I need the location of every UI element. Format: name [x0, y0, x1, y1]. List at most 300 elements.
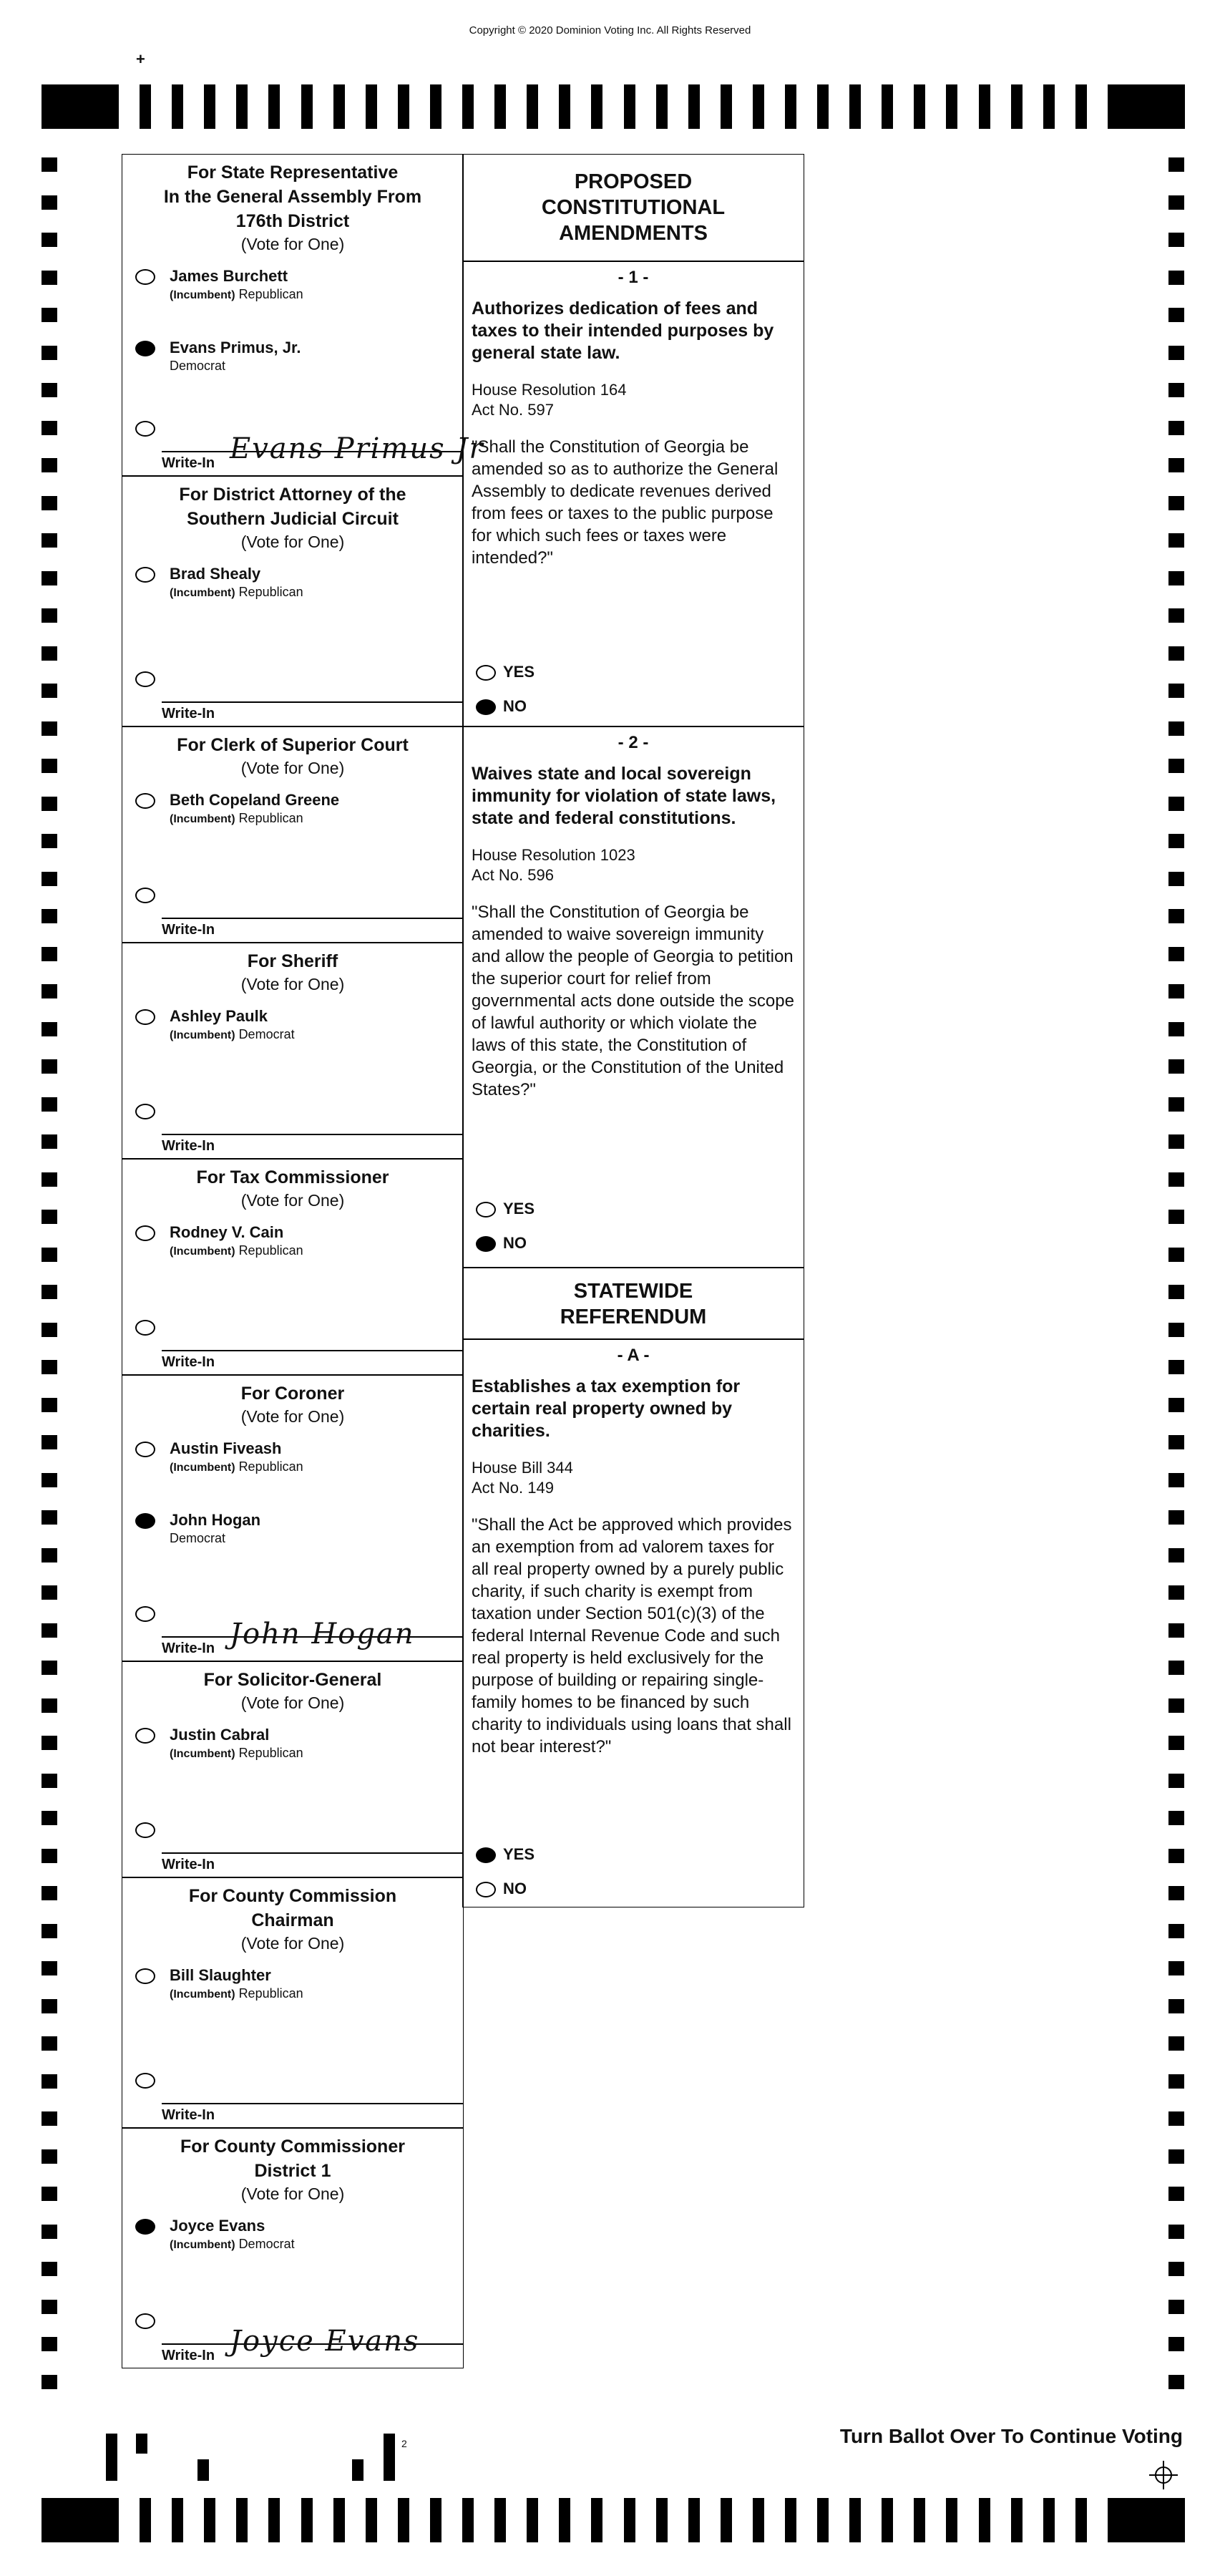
side-timing-mark: [42, 1886, 57, 1900]
side-timing-mark: [42, 1435, 57, 1449]
party-name: Democrat: [170, 359, 226, 373]
side-timing-mark: [1168, 233, 1184, 247]
side-timing-mark: [42, 157, 57, 172]
amendment-reference: House Resolution 1023 Act No. 596: [472, 846, 635, 884]
candidate-party: [170, 1531, 225, 1546]
side-timing-mark: [1168, 1774, 1184, 1788]
timing-bar-mark: [656, 2498, 668, 2542]
side-timing-mark: [1168, 721, 1184, 736]
amendment-reference: House Resolution 164 Act No. 597: [472, 381, 627, 419]
side-timing-mark: [42, 947, 57, 961]
side-timing-mark: [42, 1774, 57, 1788]
side-timing-mark: [1168, 834, 1184, 848]
candidate-oval[interactable]: [135, 269, 155, 285]
incumbent-tag: (Incumbent): [170, 587, 235, 599]
timing-bar-mark: [140, 2498, 151, 2542]
side-timing-mark: [42, 872, 57, 886]
referendum-no-option[interactable]: [476, 1880, 527, 1898]
registration-mark: +: [136, 50, 145, 68]
side-timing-mark: [42, 496, 57, 510]
race-vote-instruction: (Vote for One): [240, 235, 345, 253]
side-timing-mark: [42, 271, 57, 285]
side-timing-mark: [1168, 458, 1184, 472]
race-contest: [122, 727, 463, 943]
page-number: 2: [401, 2438, 407, 2449]
race-vote-instruction: (Vote for One): [240, 1934, 345, 1953]
race-contest: [122, 1376, 463, 1662]
referendum-header: STATEWIDE REFERENDUM: [463, 1268, 804, 1340]
side-timing-mark: [1168, 1248, 1184, 1262]
timing-bar-mark: [494, 2498, 506, 2542]
party-name: Republican: [238, 811, 303, 825]
side-timing-mark: [1168, 2074, 1184, 2089]
write-in-oval[interactable]: [135, 2313, 155, 2329]
side-timing-mark: [42, 984, 57, 998]
amendments-header: PROPOSED CONSTITUTIONAL AMENDMENTS: [463, 155, 804, 262]
side-timing-mark: [1168, 1736, 1184, 1750]
amendment-1: [463, 262, 804, 727]
side-timing-mark: [1168, 1097, 1184, 1112]
side-timing-mark: [1168, 1661, 1184, 1675]
candidate-option[interactable]: [135, 267, 303, 301]
no-label: NO: [503, 1234, 527, 1252]
candidate-oval[interactable]: [135, 341, 155, 356]
write-in-line: [162, 701, 463, 703]
incumbent-tag: (Incumbent): [170, 1029, 235, 1041]
side-timing-mark: [1168, 1210, 1184, 1224]
side-timing-mark: [1168, 1059, 1184, 1074]
side-timing-mark: [42, 2262, 57, 2276]
amendment-1-no-option[interactable]: [476, 697, 527, 716]
timing-bar-mark: [979, 84, 990, 129]
timing-bar-mark: [882, 2498, 893, 2542]
incumbent-tag: (Incumbent): [170, 1988, 235, 2001]
side-timing-mark: [42, 458, 57, 472]
write-in-oval[interactable]: [135, 2073, 155, 2089]
side-timing-mark: [42, 1623, 57, 1638]
party-name: Democrat: [238, 2237, 295, 2251]
timing-bar-mark: [172, 2498, 183, 2542]
write-in-option[interactable]: [135, 1822, 155, 1838]
side-timing-mark: [42, 2300, 57, 2314]
incumbent-tag: (Incumbent): [170, 1245, 235, 1258]
timing-bar-mark: [721, 2498, 732, 2542]
timing-bar-mark: [591, 2498, 602, 2542]
timing-bar-mark: [753, 2498, 764, 2542]
side-timing-mark: [42, 233, 57, 247]
side-timing-mark: [42, 2337, 57, 2351]
side-timing-mark: [1168, 872, 1184, 886]
side-timing-mark: [42, 1698, 57, 1713]
write-in-oval[interactable]: [135, 888, 155, 903]
write-in-label: Write-In: [162, 1857, 215, 1872]
race-title: For District Attorney of the Southern Judicial Circuit: [179, 485, 406, 529]
side-timing-mark: [1168, 2225, 1184, 2239]
write-in-option[interactable]: [135, 1104, 155, 1119]
side-timing-mark: [42, 1097, 57, 1112]
side-timing-mark: [1168, 1811, 1184, 1825]
side-timing-mark: [42, 1849, 57, 1863]
timing-bar-mark: [1011, 2498, 1023, 2542]
timing-bar-mark: [268, 2498, 280, 2542]
side-timing-mark: [1168, 1172, 1184, 1187]
timing-bar-mark: [624, 84, 635, 129]
race-vote-instruction: (Vote for One): [240, 1191, 345, 1210]
amendment-question: "Shall the Constitution of Georgia be amended so as to authorize the General Assembly to dedicate revenues derived from fees or taxes to the public purpose for which such fees or taxes were intended?": [472, 437, 779, 568]
timing-bar-mark: [656, 84, 668, 129]
write-in-oval[interactable]: [135, 1320, 155, 1336]
questions-column: [462, 154, 804, 1907]
race-title: For Sheriff: [247, 951, 338, 971]
race-title: For Clerk of Superior Court: [177, 735, 409, 755]
side-timing-mark: [42, 2375, 57, 2389]
timing-bar-mark: [1043, 84, 1055, 129]
amendment-2: [463, 727, 804, 1268]
incumbent-tag: (Incumbent): [170, 813, 235, 825]
race-vote-instruction: (Vote for One): [240, 1407, 345, 1426]
incumbent-tag: (Incumbent): [170, 2239, 235, 2251]
side-timing-mark: [42, 797, 57, 811]
side-timing-mark: [42, 195, 57, 210]
party-name: Republican: [238, 287, 303, 301]
timing-bar-mark: [559, 84, 570, 129]
side-timing-mark: [1168, 608, 1184, 623]
no-label: NO: [503, 1880, 527, 1897]
no-oval[interactable]: [476, 1236, 496, 1252]
side-timing-mark: [1168, 195, 1184, 210]
race-title: For Coroner: [240, 1384, 345, 1404]
side-timing-mark: [1168, 1285, 1184, 1299]
side-timing-mark: [1168, 157, 1184, 172]
timing-bar-mark: [398, 84, 409, 129]
candidate-oval[interactable]: [135, 2219, 155, 2235]
write-in-oval[interactable]: [135, 1606, 155, 1622]
side-timing-mark: [1168, 1134, 1184, 1149]
side-timing-mark: [1168, 271, 1184, 285]
candidate-option[interactable]: [135, 1439, 303, 1474]
side-timing-mark: [1168, 947, 1184, 961]
party-name: Democrat: [238, 1027, 295, 1041]
candidate-oval[interactable]: [135, 1009, 155, 1025]
candidate-option[interactable]: [135, 2217, 295, 2251]
timing-bar-mark: [140, 84, 151, 129]
candidate-option[interactable]: [135, 565, 303, 599]
amendment-1-yes-option[interactable]: [476, 663, 535, 681]
timing-bar-mark: [914, 2498, 925, 2542]
side-timing-mark: [42, 2074, 57, 2089]
candidate-oval[interactable]: [135, 567, 155, 583]
write-in-option[interactable]: [135, 888, 155, 903]
left-timing-marks: [42, 157, 57, 2412]
candidate-option[interactable]: [135, 791, 340, 825]
yes-oval[interactable]: [476, 665, 496, 681]
referendum-number: - A -: [617, 1346, 650, 1365]
bottom-timing-marks: [42, 2498, 1185, 2542]
timing-block: [42, 2498, 119, 2542]
side-timing-mark: [1168, 984, 1184, 998]
timing-bar-mark: [301, 2498, 313, 2542]
side-timing-mark: [42, 571, 57, 585]
side-timing-mark: [42, 646, 57, 661]
side-timing-mark: [1168, 308, 1184, 322]
side-timing-mark: [1168, 2262, 1184, 2276]
referendum-yes-option[interactable]: [476, 1845, 535, 1864]
timing-bar-mark: [301, 84, 313, 129]
timing-bar-mark: [785, 2498, 796, 2542]
write-in-option[interactable]: [135, 1320, 155, 1336]
side-timing-mark: [42, 1248, 57, 1262]
party-name: Republican: [238, 585, 303, 599]
race-vote-instruction: (Vote for One): [240, 759, 345, 777]
yes-label: YES: [503, 1200, 535, 1217]
side-timing-mark: [42, 1398, 57, 1412]
race-title: For State Representative In the General Assembly From 176th District: [163, 162, 422, 231]
side-timing-mark: [42, 1134, 57, 1149]
side-timing-mark: [1168, 1999, 1184, 2013]
candidate-party: [170, 1986, 303, 2001]
side-timing-mark: [42, 2111, 57, 2126]
side-timing-mark: [42, 1285, 57, 1299]
candidate-oval[interactable]: [135, 1513, 155, 1529]
candidate-option[interactable]: [135, 1726, 303, 1760]
amendment-2-no-option[interactable]: [476, 1234, 527, 1253]
no-label: NO: [503, 697, 527, 715]
timing-bar-mark: [172, 84, 183, 129]
write-in-label: Write-In: [162, 455, 215, 471]
candidate-party: [170, 1243, 303, 1258]
side-timing-mark: [42, 1548, 57, 1562]
side-timing-mark: [1168, 1510, 1184, 1525]
timing-block: [1108, 84, 1185, 129]
write-in-option[interactable]: [135, 1606, 155, 1622]
race-contest: [122, 943, 463, 1160]
timing-bar-mark: [1075, 84, 1087, 129]
timing-block: [42, 84, 119, 129]
amendment-question: "Shall the Constitution of Georgia be amended to waive sovereign immunity and allow the people of Georgia to petition the superior court for relief from governmental acts done outside the scope of lawful authority or which violate the laws of this state, the Constitution of Georgia, or the Constitution of the United States?": [472, 903, 794, 1099]
race-column: [122, 154, 484, 2368]
timing-bar-mark: [1075, 2498, 1087, 2542]
write-in-line: [162, 1852, 463, 1854]
write-in-option[interactable]: [135, 421, 155, 437]
write-in-option[interactable]: [135, 2313, 155, 2329]
candidate-party: [170, 359, 225, 374]
incumbent-tag: (Incumbent): [170, 289, 235, 301]
timing-bar-mark: [236, 2498, 248, 2542]
race-title: For County Commission Chairman: [188, 1886, 397, 1930]
side-timing-mark: [1168, 1886, 1184, 1900]
race-contest: [122, 2129, 463, 2369]
write-in-label: Write-In: [162, 1354, 215, 1370]
write-in-label: Write-In: [162, 922, 215, 938]
candidate-name: Justin Cabral: [170, 1726, 270, 1744]
side-timing-mark: [42, 1811, 57, 1825]
side-timing-mark: [1168, 1961, 1184, 1975]
timing-bar-mark: [398, 2498, 409, 2542]
side-timing-mark: [1168, 2337, 1184, 2351]
side-timing-mark: [1168, 2300, 1184, 2314]
side-timing-mark: [1168, 2375, 1184, 2389]
candidate-name: Rodney V. Cain: [170, 1223, 284, 1241]
side-timing-mark: [1168, 2187, 1184, 2201]
candidate-name: John Hogan: [170, 1511, 261, 1529]
race-contest: [122, 1662, 463, 1878]
side-timing-mark: [1168, 421, 1184, 435]
candidate-option[interactable]: [135, 1223, 303, 1258]
write-in-label: Write-In: [162, 706, 215, 721]
timing-bar-mark: [817, 2498, 829, 2542]
side-timing-mark: [42, 2225, 57, 2239]
timing-bar-mark: [946, 84, 957, 129]
handwritten-write-in: Evans Primus Jr: [230, 432, 484, 465]
side-timing-mark: [1168, 571, 1184, 585]
timing-bar-mark: [849, 2498, 861, 2542]
party-name: Republican: [238, 1986, 303, 2001]
side-timing-mark: [42, 2149, 57, 2164]
side-timing-mark: [42, 1661, 57, 1675]
crosshair-registration-icon: [1148, 2459, 1179, 2491]
timing-bar-mark: [624, 2498, 635, 2542]
candidate-party: [170, 287, 303, 302]
timing-bar-mark: [785, 84, 796, 129]
write-in-oval[interactable]: [135, 1104, 155, 1119]
write-in-line: [162, 918, 463, 919]
yes-oval[interactable]: [476, 1202, 496, 1217]
race-vote-instruction: (Vote for One): [240, 2184, 345, 2203]
side-timing-mark: [1168, 1924, 1184, 1938]
id-mark: [352, 2459, 363, 2481]
side-timing-mark: [1168, 383, 1184, 397]
side-timing-mark: [42, 346, 57, 360]
right-timing-marks: [1168, 157, 1184, 2412]
yes-label: YES: [503, 1845, 535, 1863]
write-in-option[interactable]: [135, 2073, 155, 2089]
no-oval[interactable]: [476, 1882, 496, 1897]
candidate-name: Austin Fiveash: [170, 1439, 282, 1457]
candidate-party: [170, 811, 303, 826]
side-timing-mark: [42, 1585, 57, 1600]
referendum-question: "Shall the Act be approved which provides an exemption from ad valorem taxes for all real property owned by a purely public charity, if such charity is exempt from taxation under Section 501(c)(3) of the federal Internal Revenue Code and such real property is held exclusively for the purpose of building or repairing single-family homes to be financed by such charity to individuals using loans that shall not bear interest?": [472, 1515, 792, 1756]
timing-bar-mark: [849, 84, 861, 129]
timing-bar-mark: [1043, 2498, 1055, 2542]
side-timing-mark: [1168, 1623, 1184, 1638]
timing-bar-mark: [204, 84, 215, 129]
race-vote-instruction: (Vote for One): [240, 1693, 345, 1712]
amendment-summary: Authorizes dedication of fees and taxes to their intended purposes by general state law.: [472, 298, 774, 363]
timing-bar-mark: [688, 2498, 700, 2542]
side-timing-mark: [1168, 646, 1184, 661]
timing-bar-mark: [817, 84, 829, 129]
candidate-oval[interactable]: [135, 1728, 155, 1744]
race-vote-instruction: (Vote for One): [240, 533, 345, 551]
timing-bar-mark: [333, 2498, 345, 2542]
side-timing-mark: [42, 421, 57, 435]
candidate-oval[interactable]: [135, 793, 155, 809]
side-timing-mark: [1168, 1548, 1184, 1562]
timing-bar-mark: [236, 84, 248, 129]
write-in-label: Write-In: [162, 2348, 215, 2363]
candidate-oval[interactable]: [135, 1968, 155, 1984]
race-title: For County Commissioner District 1: [180, 2137, 405, 2181]
candidate-option[interactable]: [135, 1511, 261, 1545]
side-timing-mark: [42, 2187, 57, 2201]
write-in-oval[interactable]: [135, 671, 155, 687]
write-in-label: Write-In: [162, 1641, 215, 1656]
side-timing-mark: [1168, 496, 1184, 510]
side-timing-mark: [42, 1323, 57, 1337]
side-timing-mark: [1168, 1360, 1184, 1374]
id-mark: [106, 2434, 117, 2481]
candidate-oval[interactable]: [135, 1442, 155, 1457]
timing-bar-mark: [462, 84, 474, 129]
timing-bar-mark: [333, 84, 345, 129]
side-timing-mark: [1168, 533, 1184, 548]
candidate-party: [170, 1459, 303, 1474]
incumbent-tag: (Incumbent): [170, 1748, 235, 1760]
side-timing-mark: [42, 1473, 57, 1487]
timing-block: [1108, 2498, 1185, 2542]
candidate-name: Beth Copeland Greene: [170, 791, 340, 809]
side-timing-mark: [42, 1059, 57, 1074]
referendum-summary: Establishes a tax exemption for certain real property owned by charities.: [472, 1376, 741, 1441]
side-timing-mark: [1168, 346, 1184, 360]
side-timing-mark: [1168, 759, 1184, 773]
handwritten-write-in: John Hogan: [230, 1618, 415, 1651]
candidate-oval[interactable]: [135, 1225, 155, 1241]
party-name: Republican: [238, 1746, 303, 1760]
timing-bar-mark: [688, 84, 700, 129]
timing-bar-mark: [268, 84, 280, 129]
yes-oval[interactable]: [476, 1847, 496, 1863]
top-timing-marks: [42, 84, 1185, 129]
write-in-oval[interactable]: [135, 1822, 155, 1838]
candidate-name: Joyce Evans: [170, 2217, 265, 2235]
side-timing-mark: [42, 759, 57, 773]
candidate-option[interactable]: [135, 1966, 303, 2001]
side-timing-mark: [42, 1022, 57, 1036]
candidate-party: [170, 1746, 303, 1761]
timing-bar-mark: [753, 84, 764, 129]
side-timing-mark: [42, 909, 57, 923]
timing-bar-mark: [430, 2498, 441, 2542]
race-contest: [122, 1878, 463, 2129]
write-in-oval[interactable]: [135, 421, 155, 437]
write-in-label: Write-In: [162, 1138, 215, 1154]
party-name: Republican: [238, 1243, 303, 1258]
candidate-party: [170, 585, 303, 600]
timing-bar-mark: [591, 84, 602, 129]
timing-bar-mark: [914, 84, 925, 129]
timing-bar-mark: [946, 2498, 957, 2542]
side-timing-mark: [42, 308, 57, 322]
side-timing-mark: [1168, 684, 1184, 698]
no-oval[interactable]: [476, 699, 496, 715]
side-timing-mark: [42, 383, 57, 397]
copyright-notice: Copyright © 2020 Dominion Voting Inc. All Rights Reserved: [469, 24, 751, 37]
candidate-option[interactable]: [135, 1007, 295, 1041]
timing-bar-mark: [366, 84, 377, 129]
timing-bar-mark: [1011, 84, 1023, 129]
race-contest: [122, 1160, 463, 1376]
handwritten-write-in: Joyce Evans: [230, 2325, 420, 2358]
timing-bar-mark: [494, 84, 506, 129]
race-contest: [122, 477, 463, 727]
race-title: For Tax Commissioner: [196, 1167, 389, 1187]
id-mark: [197, 2459, 209, 2481]
candidate-option[interactable]: [135, 339, 301, 373]
side-timing-mark: [42, 1360, 57, 1374]
amendment-2-yes-option[interactable]: [476, 1200, 535, 1218]
write-in-option[interactable]: [135, 671, 155, 687]
